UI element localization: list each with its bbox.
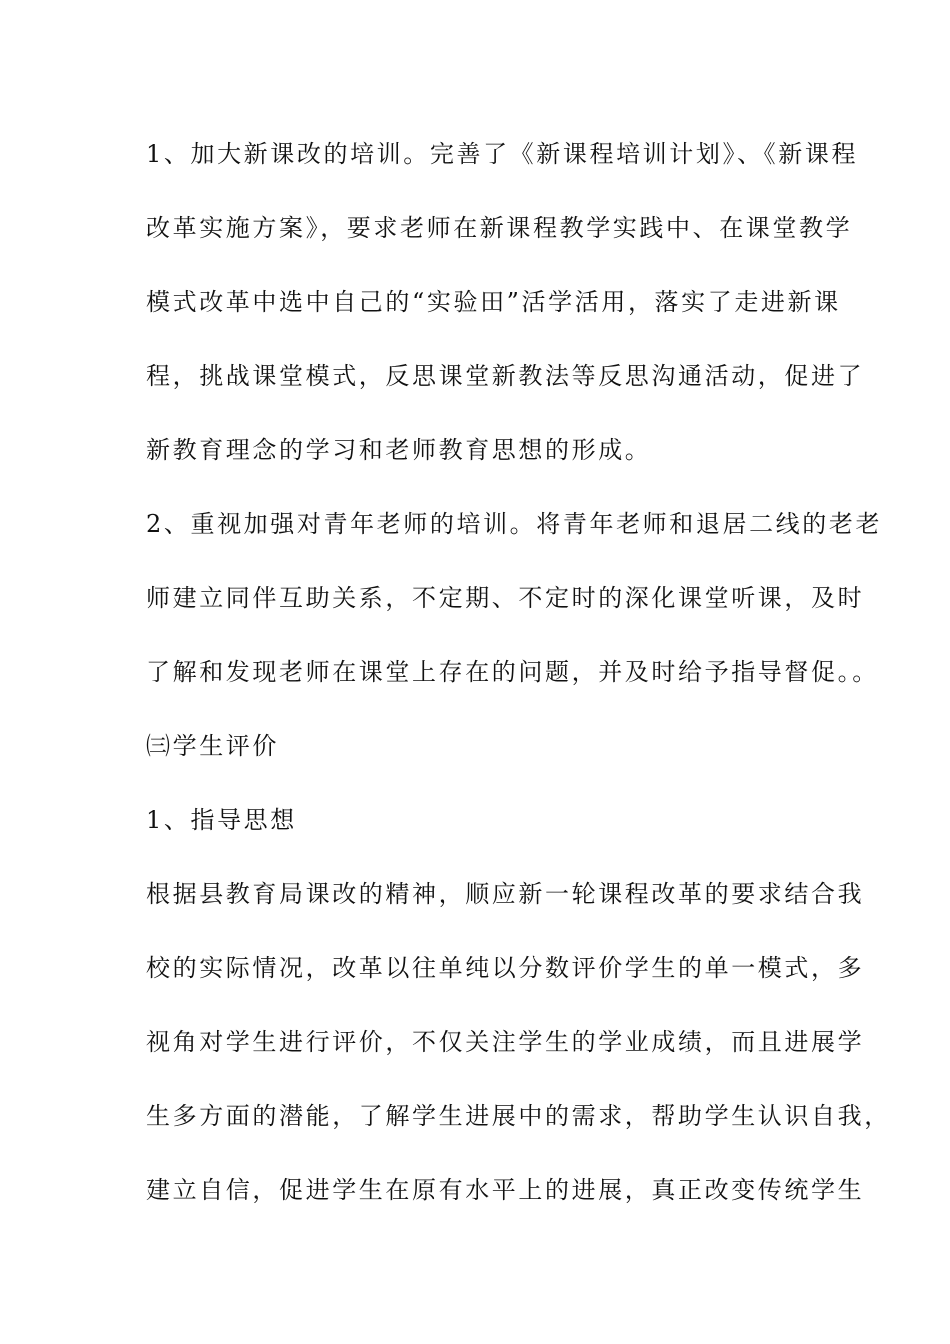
text-line: 了解和发现老师在课堂上存在的问题，并及时给予指导督促。。 — [146, 658, 879, 686]
text-line: 根据县教育局课改的精神，顺应新一轮课程改革的要求结合我 — [146, 880, 865, 908]
text-line: 校的实际情况，改革以往单纯以分数评价学生的单一模式，多 — [146, 954, 865, 982]
text-line: 师建立同伴互助关系，不定期、不定时的深化课堂听课，及时 — [146, 584, 865, 612]
subsection-heading: 1、指导思想 — [146, 806, 297, 834]
text-line: 程，挑战课堂模式，反思课堂新教法等反思沟通活动，促进了 — [146, 362, 865, 390]
text-line: 改革实施方案》，要求老师在新课程教学实践中、在课堂教学 — [146, 214, 853, 242]
text-line: 模式改革中选中自己的“实验田”活学活用，落实了走进新课 — [146, 288, 841, 316]
text-line: 建立自信，促进学生在原有水平上的进展，真正改变传统学生 — [146, 1176, 865, 1204]
text-line: 视角对学生进行评价，不仅关注学生的学业成绩，而且进展学 — [146, 1028, 865, 1056]
text-line: 生多方面的潜能，了解学生进展中的需求，帮助学生认识自我， — [146, 1102, 891, 1130]
section-heading: ㈢学生评价 — [146, 732, 279, 760]
text-line: 1、加大新课改的培训。完善了《新课程培训计划》、《新课程 — [146, 140, 859, 168]
text-line: 新教育理念的学习和老师教育思想的形成。 — [146, 436, 652, 464]
text-line: 2、重视加强对青年老师的培训。将青年老师和退居二线的老老 — [146, 510, 883, 538]
